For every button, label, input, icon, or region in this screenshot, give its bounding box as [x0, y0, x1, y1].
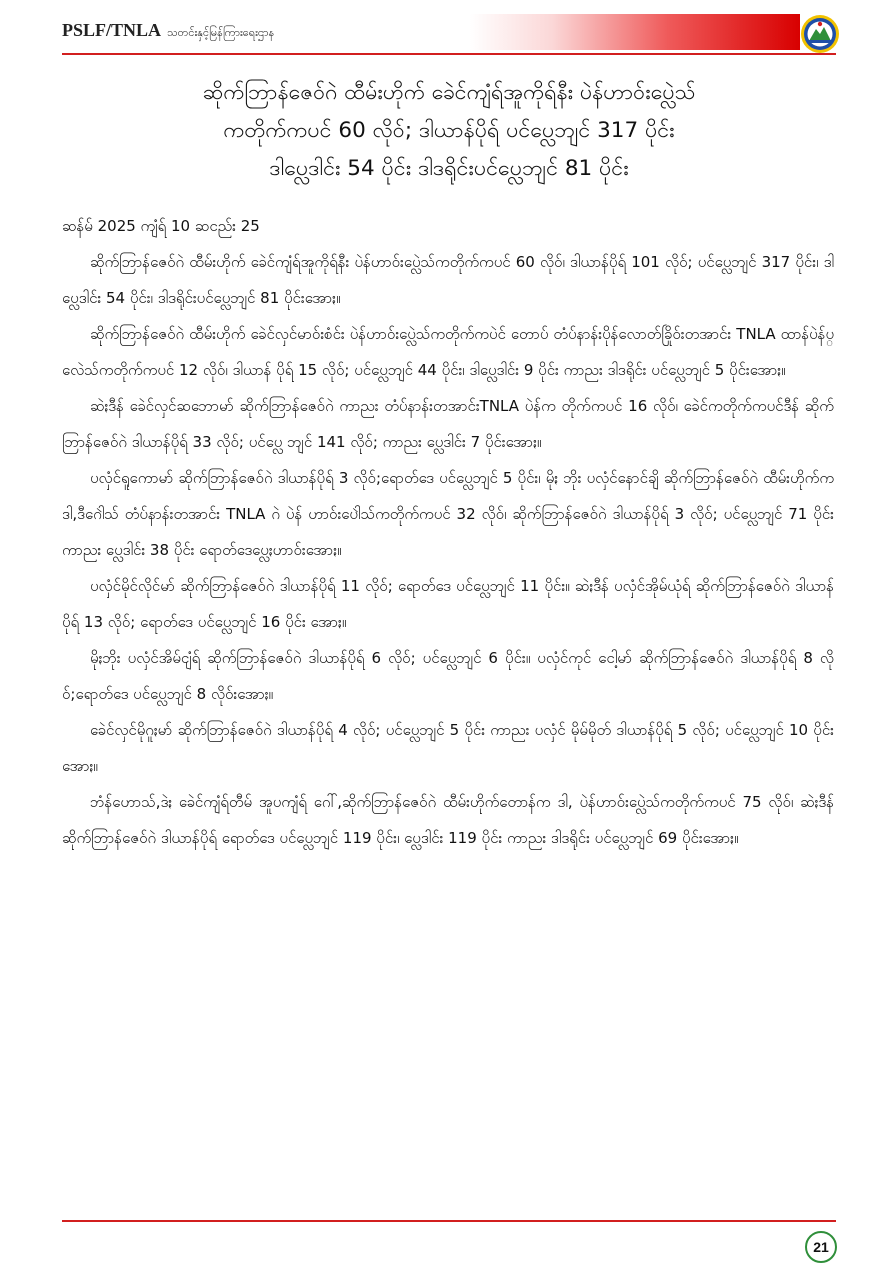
article-dateline: ဆန်မ် 2025 ကျံရ် 10 ဆငည်း 25	[62, 217, 260, 235]
headline-line-1: ဆိုက်ဘြာန်ဇေဝ်ဂဲ ထီမ်းဟိုက် ခေဲင်ကျံရ်အူကိုရ်နီး ပဲန်ဟာဝ်းပ္လေဲသ်	[202, 80, 696, 105]
header-title	[62, 20, 274, 42]
footer-divider	[62, 1220, 836, 1222]
headline-line-2: ကတိုက်ကပင် 60 လိုဝ်; ဒါယာန်ပိုရ် ပင်ပ္လေဘျင် 317 ပိုင်း	[223, 118, 675, 143]
article-body	[62, 208, 834, 856]
article-paragraph: ခေဲင်လှင်မိုဂူႏမာ် ဆိုက်ဘြာန်ဇေဝ်ဂဲ ဒါယာန်ပိုရ် 4 လိုဝ်; ပင်ပ္လေဘျင် 5 ပိုင်း ကာညး ပလှံင် မိုမ်မိုတ် ဒါယာန်ပိုရ် 5 လိုဝ်; ပင်ပ္လေဘျင် 10 ပိုင်းအောႏ။	[62, 721, 834, 775]
article-paragraph: ပလှံင်မိုင်လိုင်မာ် ဆိုက်ဘြာန်ဇေဝ်ဂဲ ဒါယာန်ပိုရ် 11 လိုဝ်; ရောတ်ဒေ ပင်ပ္လေဘျင် 11 ပိုင်း။ ဆဲႏဒီန် ပလှံင်အိုမ်ယုံရ် ဆိုက်ဘြာန်ဇေဝ်ဂဲ ဒါယာန်ပိုရ် 13 လိုဝ်; ရောတ်ဒေ ပင်ပ္လေဘျင် 16 ပိုင်း အောႏ။	[62, 577, 834, 631]
article-headline	[62, 74, 836, 188]
article-paragraph: ဆိုက်ဘြာန်ဇေဝ်ဂဲ ထီမ်းဟိုက် ခေဲင်လှင်မာဝ်းစံင်း ပဲန်ဟာဝ်းပ္လေဲသ်ကတိုက်ကပဲင် တောပ် တံပ်နာန်းပိုန်လောတ်ခြိုဝ်းတအာင်း TNLA ထာန်ပဲန်ပ္လေဲသ်ကတိုက်ကပင် 12 လိုဝ်၊ ဒါယာန် ပိုရ် 15 လိုဝ်; ပင်ပ္လေဘျင် 44 ပိုင်း၊ ဒါပ္လေဒါင်း 9 ပိုင်း ကာညး ဒါဒရိုင်း ပင်ပ္လေဘျင် 5 ပိုင်းအောႏ။	[62, 325, 834, 379]
headline-line-3: ဒါပ္လေဒါင်း 54 ပိုင်း ဒါဒရိုင်းပင်ပ္လေဘျင် 81 ပိုင်း	[269, 156, 629, 181]
article-paragraph: ဆိုက်ဘြာန်ဇေဝ်ဂဲ ထီမ်းဟိုက် ခေဲင်ကျံရ်အူကိုရ်နီး ပဲန်ဟာဝ်းပ္လေဲသ်ကတိုက်ကပင် 60 လိုဝ်၊ ဒါယာန်ပိုရ် 101 လိုဝ်; ပင်ပ္လေဘျင် 317 ပိုင်း၊ ဒါပ္လေဒါင်း 54 ပိုင်း၊ ဒါဒရိုင်းပင်ပ္လေဘျင် 81 ပိုင်းအောႏ။	[62, 253, 834, 307]
article-paragraph: ပလှံင်ရူကောမာ် ဆိုက်ဘြာန်ဇေဝ်ဂဲ ဒါယာန်ပိုရ် 3 လိုဝ်;ရောတ်ဒေ ပင်ပ္လေဘျင် 5 ပိုင်း၊ မိုႏ ဘိုး ပလှံင်နောင်ချိ ဆိုက်ဘြာန်ဇေဝ်ဂဲ ထီမ်းဟိုက်ကဒါ,ဒီဂေါဲသ် တံပ်နာန်းတအာင်း TNLA ဂဲ ပဲန် ဟာဝ်းပေါဲသ်ကတိုက်ကပင် 32 လိုဝ်၊ ဆိုက်ဘြာန်ဇေဝ်ဂဲ ဒါယာန်ပိုရ် 3 လိုဝ်; ပင်ပ္လေဘျင် 71 ပိုင်း ကာညး ပ္လေဒါင်း 38 ပိုင်း ရောတ်ဒေပ္လေႏဟာဝ်းအောႏ။	[62, 469, 834, 559]
header-gradient-bar	[470, 14, 800, 50]
page-header	[0, 0, 896, 60]
page-number: 21	[805, 1231, 837, 1263]
article-paragraph: မိုႏဘိုး ပလှံင်အိမ်ငျံရ် ဆိုက်ဘြာန်ဇေဝ်ဂဲ ဒါယာန်ပိုရ် 6 လိုဝ်; ပင်ပ္လေဘျင် 6 ပိုင်း။ ပလှံင်ကုင် ငေါ့မာ် ဆိုက်ဘြာန်ဇေဝ်ဂဲ ဒါယာန်ပိုရ် 8 လိုဝ်;ရောတ်ဒေ ပင်ပ္လေဘျင် 8 လိုဝ်းအောႏ။	[62, 649, 834, 703]
article-paragraph: ဆဲႏဒီန် ခေဲင်လှင်ဆဘောမာ် ဆိုက်ဘြာန်ဇေဝ်ဂဲ ကာညး တံပ်နာန်းတအာင်းTNLA ပဲန်က တိုက်ကပင် 16 လိုဝ်၊ ခေဲင်ကတိုက်ကပင်ဒီန် ဆိုက်ဘြာန်ဇေဝ်ဂဲ ဒါယာန်ပိုရ် 33 လိုဝ်; ပင်ပ္လေ ဘျင် 141 လိုဝ်; ကာညး ပ္လေဒါင်း 7 ပိုင်းအောႏ။	[62, 397, 834, 451]
article-paragraph: ဘံန်ဟောသ်,ဒဲႏ ခေဲင်ကျံရ်တီမ် အူပကျံရ် ဂေါ်,ဆိုက်ဘြာန်ဇေဝ်ဂဲ ထီမ်းဟိုက်တောန်က ဒါ, ပဲန်ဟာဝ်းပ္လေဲသ်ကတိုက်ကပင် 75 လိုဝ်၊ ဆဲႏဒီန် ဆိုက်ဘြာန်ဇေဝ်ဂဲ ဒါယာန်ပိုရ် ရောတ်ဒေ ပင်ပ္လေဘျင် 119 ပိုင်း၊ ပ္လေဒါင်း 119 ပိုင်း ကာညး ဒါဒရိုင်း ပင်ပ္လေဘျင် 69 ပိုင်းအောႏ။	[62, 793, 834, 847]
department-name: သတင်းနှင့်မြန်ကြားရေးဌာန	[167, 26, 275, 39]
header-divider	[62, 53, 836, 55]
org-name: PSLF/TNLA	[62, 20, 162, 40]
organization-logo-icon	[800, 14, 840, 54]
